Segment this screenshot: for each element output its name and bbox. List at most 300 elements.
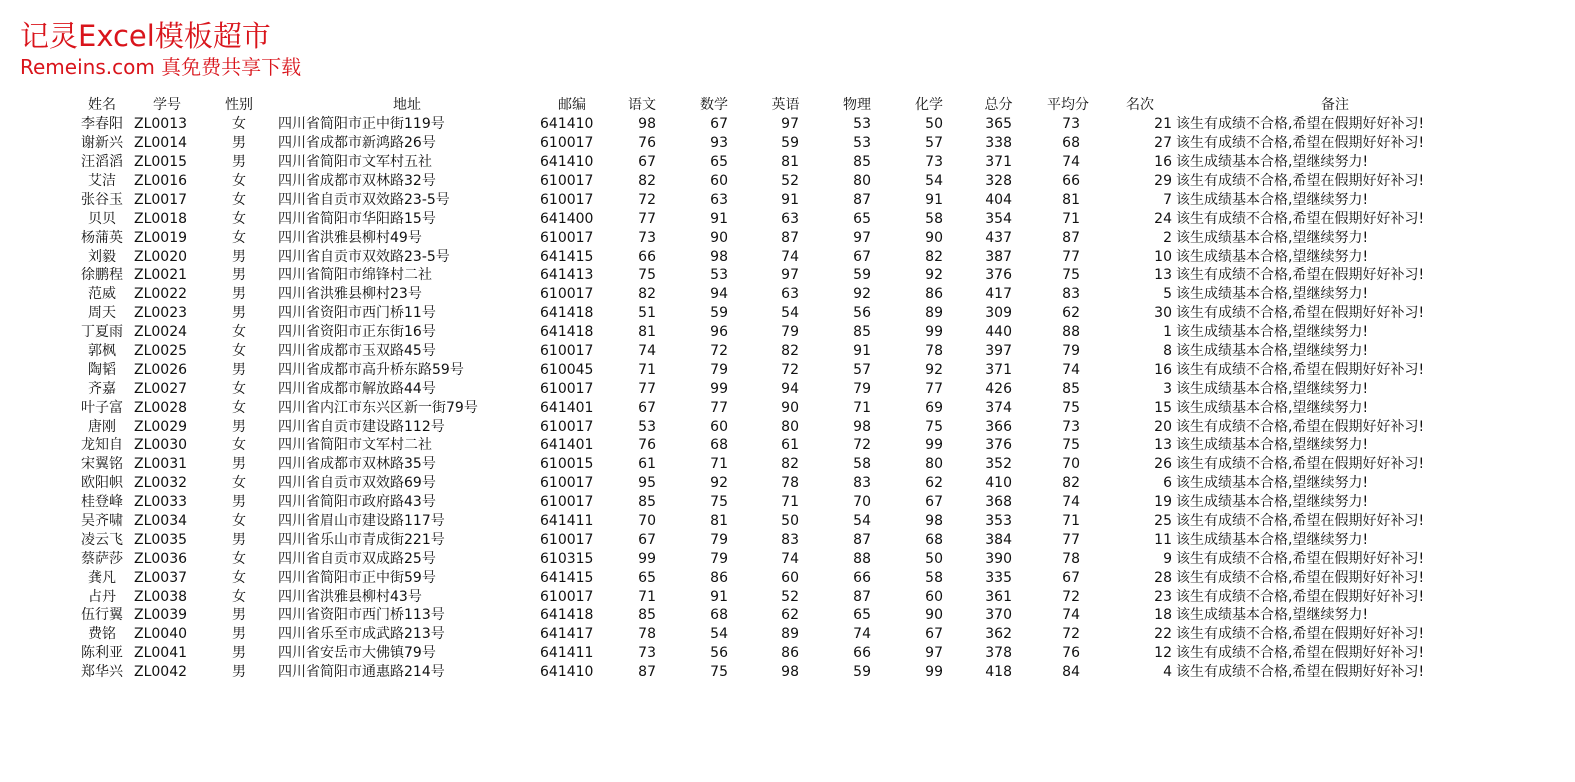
cell-student-id: ZL0017 bbox=[134, 191, 188, 208]
cell-name: 周天 bbox=[88, 305, 116, 322]
table-row bbox=[72, 474, 1494, 493]
cell-english: 82 bbox=[781, 343, 799, 360]
cell-chemistry: 58 bbox=[925, 210, 943, 227]
cell-chemistry: 86 bbox=[925, 286, 943, 303]
cell-student-id: ZL0021 bbox=[134, 267, 188, 284]
cell-postcode: 641411 bbox=[540, 513, 594, 530]
cell-name: 伍行翼 bbox=[81, 607, 123, 624]
cell-physics: 79 bbox=[853, 380, 871, 397]
cell-name: 丁夏雨 bbox=[81, 324, 123, 341]
cell-total: 371 bbox=[985, 154, 1012, 171]
cell-gender: 女 bbox=[232, 324, 246, 341]
cell-name: 齐嘉 bbox=[88, 380, 116, 397]
cell-gender: 男 bbox=[232, 626, 246, 643]
header-postcode: 邮编 bbox=[558, 97, 586, 114]
cell-remark: 该生有成绩不合格,希望在假期好好补习! bbox=[1176, 513, 1425, 530]
cell-english: 71 bbox=[781, 494, 799, 511]
cell-name: 叶子富 bbox=[81, 399, 123, 416]
cell-gender: 男 bbox=[232, 531, 246, 548]
cell-gender: 男 bbox=[232, 494, 246, 511]
cell-postcode: 610017 bbox=[540, 173, 594, 189]
cell-postcode: 610017 bbox=[540, 588, 594, 605]
cell-gender: 女 bbox=[232, 229, 246, 246]
cell-postcode: 641410 bbox=[540, 154, 594, 171]
table-row bbox=[72, 209, 1494, 228]
cell-physics: 87 bbox=[853, 588, 871, 605]
cell-address: 四川省洪雅县柳村23号 bbox=[278, 286, 422, 303]
cell-physics: 65 bbox=[853, 607, 871, 624]
table-row bbox=[72, 134, 1494, 153]
cell-chemistry: 98 bbox=[925, 513, 943, 530]
brand-logo bbox=[20, 18, 301, 80]
cell-name: 龚凡 bbox=[88, 569, 116, 586]
table-row bbox=[72, 115, 1494, 134]
cell-chinese: 75 bbox=[638, 267, 656, 284]
cell-math: 91 bbox=[710, 210, 728, 227]
cell-chemistry: 62 bbox=[925, 475, 943, 492]
cell-physics: 98 bbox=[853, 418, 871, 435]
cell-total: 361 bbox=[985, 588, 1012, 605]
cell-remark: 该生成绩基本合格,望继续努力! bbox=[1176, 154, 1369, 171]
cell-gender: 男 bbox=[232, 361, 246, 378]
cell-postcode: 641400 bbox=[540, 210, 594, 227]
cell-chemistry: 50 bbox=[925, 550, 943, 567]
cell-address: 四川省自贡市双效路23-5号 bbox=[278, 191, 450, 208]
header-rank: 名次 bbox=[1126, 97, 1154, 114]
cell-chemistry: 73 bbox=[925, 154, 943, 171]
cell-gender: 女 bbox=[232, 380, 246, 397]
cell-rank: 8 bbox=[1163, 343, 1172, 360]
cell-physics: 65 bbox=[853, 210, 871, 227]
cell-address: 四川省洪雅县柳村43号 bbox=[278, 588, 422, 605]
cell-rank: 10 bbox=[1154, 248, 1172, 265]
cell-average: 79 bbox=[1062, 343, 1080, 360]
cell-postcode: 610017 bbox=[540, 380, 594, 397]
cell-math: 81 bbox=[710, 513, 728, 530]
cell-name: 蔡萨莎 bbox=[81, 550, 123, 567]
cell-math: 59 bbox=[710, 305, 728, 322]
cell-average: 74 bbox=[1062, 361, 1080, 378]
table-row bbox=[72, 379, 1494, 398]
cell-physics: 56 bbox=[853, 305, 871, 322]
cell-chinese: 82 bbox=[638, 173, 656, 189]
cell-remark: 该生有成绩不合格,希望在假期好好补习! bbox=[1176, 418, 1425, 435]
cell-name: 张谷玉 bbox=[81, 191, 123, 208]
cell-address: 四川省成都市双林路35号 bbox=[278, 456, 436, 473]
cell-average: 62 bbox=[1062, 305, 1080, 322]
cell-math: 96 bbox=[710, 324, 728, 341]
cell-remark: 该生成绩基本合格,望继续努力! bbox=[1176, 248, 1369, 265]
cell-total: 404 bbox=[985, 191, 1012, 208]
cell-rank: 2 bbox=[1163, 229, 1172, 246]
cell-chinese: 53 bbox=[638, 418, 656, 435]
cell-postcode: 610017 bbox=[540, 475, 594, 492]
cell-address: 四川省成都市玉双路45号 bbox=[278, 343, 436, 360]
cell-postcode: 641401 bbox=[540, 399, 594, 416]
cell-address: 四川省乐至市成武路213号 bbox=[278, 626, 445, 643]
cell-chemistry: 67 bbox=[925, 626, 943, 643]
cell-math: 79 bbox=[710, 550, 728, 567]
cell-physics: 59 bbox=[853, 267, 871, 284]
cell-total: 366 bbox=[985, 418, 1012, 435]
cell-postcode: 610017 bbox=[540, 229, 594, 246]
cell-english: 94 bbox=[781, 380, 799, 397]
cell-english: 74 bbox=[781, 248, 799, 265]
header-chinese: 语文 bbox=[628, 97, 656, 114]
cell-address: 四川省自贡市双效路69号 bbox=[278, 475, 436, 492]
cell-postcode: 641410 bbox=[540, 664, 594, 681]
cell-math: 94 bbox=[710, 286, 728, 303]
cell-average: 67 bbox=[1062, 569, 1080, 586]
cell-chinese: 76 bbox=[638, 437, 656, 454]
cell-physics: 85 bbox=[853, 324, 871, 341]
cell-postcode: 610017 bbox=[540, 286, 594, 303]
cell-rank: 3 bbox=[1163, 380, 1172, 397]
cell-total: 371 bbox=[985, 361, 1012, 378]
cell-average: 71 bbox=[1062, 210, 1080, 227]
cell-math: 65 bbox=[710, 154, 728, 171]
cell-english: 86 bbox=[781, 645, 799, 662]
cell-chinese: 51 bbox=[638, 305, 656, 322]
cell-address: 四川省乐山市青成街221号 bbox=[278, 531, 445, 548]
cell-total: 387 bbox=[985, 248, 1012, 265]
table-row bbox=[72, 663, 1494, 682]
cell-rank: 29 bbox=[1154, 173, 1172, 189]
cell-remark: 该生有成绩不合格,希望在假期好好补习! bbox=[1176, 588, 1425, 605]
cell-english: 72 bbox=[781, 361, 799, 378]
cell-postcode: 641415 bbox=[540, 569, 594, 586]
cell-chinese: 85 bbox=[638, 607, 656, 624]
cell-gender: 男 bbox=[232, 135, 246, 152]
cell-physics: 72 bbox=[853, 437, 871, 454]
cell-chemistry: 68 bbox=[925, 531, 943, 548]
cell-chinese: 98 bbox=[638, 116, 656, 133]
cell-average: 75 bbox=[1062, 399, 1080, 416]
cell-english: 78 bbox=[781, 475, 799, 492]
cell-remark: 该生成绩基本合格,望继续努力! bbox=[1176, 191, 1369, 208]
cell-chemistry: 82 bbox=[925, 248, 943, 265]
cell-average: 81 bbox=[1062, 191, 1080, 208]
cell-rank: 30 bbox=[1154, 305, 1172, 322]
cell-address: 四川省简阳市文军村二社 bbox=[278, 437, 432, 454]
cell-physics: 87 bbox=[853, 191, 871, 208]
cell-total: 410 bbox=[985, 475, 1012, 492]
cell-student-id: ZL0020 bbox=[134, 248, 188, 265]
cell-gender: 女 bbox=[232, 173, 246, 189]
cell-gender: 女 bbox=[232, 116, 246, 133]
cell-gender: 女 bbox=[232, 475, 246, 492]
cell-average: 75 bbox=[1062, 267, 1080, 284]
cell-student-id: ZL0018 bbox=[134, 210, 188, 227]
table-row bbox=[72, 323, 1494, 342]
cell-address: 四川省简阳市通惠路214号 bbox=[278, 664, 445, 681]
cell-rank: 21 bbox=[1154, 116, 1172, 133]
table-row bbox=[72, 625, 1494, 644]
cell-average: 85 bbox=[1062, 380, 1080, 397]
cell-math: 77 bbox=[710, 399, 728, 416]
table-row bbox=[72, 587, 1494, 606]
cell-chemistry: 89 bbox=[925, 305, 943, 322]
cell-rank: 19 bbox=[1154, 494, 1172, 511]
cell-remark: 该生成绩基本合格,望继续努力! bbox=[1176, 380, 1369, 397]
cell-chemistry: 78 bbox=[925, 343, 943, 360]
table-row bbox=[72, 417, 1494, 436]
cell-address: 四川省简阳市政府路43号 bbox=[278, 494, 436, 511]
cell-name: 郑华兴 bbox=[81, 664, 123, 681]
cell-average: 82 bbox=[1062, 475, 1080, 492]
cell-name: 艾洁 bbox=[88, 173, 116, 189]
table-row bbox=[72, 153, 1494, 172]
cell-chinese: 77 bbox=[638, 380, 656, 397]
cell-english: 62 bbox=[781, 607, 799, 624]
cell-english: 50 bbox=[781, 513, 799, 530]
cell-student-id: ZL0028 bbox=[134, 399, 188, 416]
cell-postcode: 610017 bbox=[540, 531, 594, 548]
cell-math: 92 bbox=[710, 475, 728, 492]
cell-postcode: 641417 bbox=[540, 626, 594, 643]
cell-rank: 5 bbox=[1163, 286, 1172, 303]
cell-student-id: ZL0013 bbox=[134, 116, 188, 133]
header-gender: 性别 bbox=[225, 97, 253, 114]
cell-physics: 80 bbox=[853, 173, 871, 189]
cell-remark: 该生有成绩不合格,希望在假期好好补习! bbox=[1176, 550, 1425, 567]
cell-chinese: 82 bbox=[638, 286, 656, 303]
cell-average: 71 bbox=[1062, 513, 1080, 530]
cell-student-id: ZL0033 bbox=[134, 494, 188, 511]
cell-remark: 该生有成绩不合格,希望在假期好好补习! bbox=[1176, 135, 1425, 152]
cell-physics: 71 bbox=[853, 399, 871, 416]
cell-address: 四川省简阳市华阳路15号 bbox=[278, 210, 436, 227]
cell-total: 370 bbox=[985, 607, 1012, 624]
cell-total: 362 bbox=[985, 626, 1012, 643]
cell-name: 杨蒲英 bbox=[81, 229, 123, 246]
cell-student-id: ZL0026 bbox=[134, 361, 188, 378]
cell-total: 437 bbox=[985, 229, 1012, 246]
cell-chemistry: 69 bbox=[925, 399, 943, 416]
cell-remark: 该生有成绩不合格,希望在假期好好补习! bbox=[1176, 267, 1425, 284]
cell-chinese: 78 bbox=[638, 626, 656, 643]
cell-remark: 该生有成绩不合格,希望在假期好好补习! bbox=[1176, 626, 1425, 643]
cell-remark: 该生成绩基本合格,望继续努力! bbox=[1176, 286, 1369, 303]
cell-remark: 该生成绩基本合格,望继续努力! bbox=[1176, 475, 1369, 492]
cell-name: 龙知自 bbox=[81, 437, 123, 454]
cell-chemistry: 80 bbox=[925, 456, 943, 473]
cell-total: 426 bbox=[985, 380, 1012, 397]
cell-physics: 91 bbox=[853, 343, 871, 360]
cell-remark: 该生有成绩不合格,希望在假期好好补习! bbox=[1176, 645, 1425, 662]
cell-address: 四川省资阳市西门桥11号 bbox=[278, 305, 436, 322]
cell-chemistry: 97 bbox=[925, 645, 943, 662]
cell-chinese: 85 bbox=[638, 494, 656, 511]
cell-name: 欧阳帜 bbox=[81, 475, 123, 492]
cell-address: 四川省眉山市建设路117号 bbox=[278, 513, 445, 530]
cell-remark: 该生成绩基本合格,望继续努力! bbox=[1176, 437, 1369, 454]
cell-chemistry: 77 bbox=[925, 380, 943, 397]
cell-rank: 16 bbox=[1154, 154, 1172, 171]
cell-name: 李春阳 bbox=[81, 116, 123, 133]
cell-chinese: 73 bbox=[638, 229, 656, 246]
cell-physics: 66 bbox=[853, 645, 871, 662]
cell-rank: 11 bbox=[1154, 531, 1172, 548]
table-row bbox=[72, 247, 1494, 266]
cell-student-id: ZL0037 bbox=[134, 569, 188, 586]
cell-gender: 男 bbox=[232, 248, 246, 265]
cell-postcode: 610017 bbox=[540, 343, 594, 360]
cell-math: 98 bbox=[710, 248, 728, 265]
cell-rank: 9 bbox=[1163, 550, 1172, 567]
cell-total: 354 bbox=[985, 210, 1012, 227]
cell-math: 56 bbox=[710, 645, 728, 662]
cell-remark: 该生成绩基本合格,望继续努力! bbox=[1176, 494, 1369, 511]
cell-average: 73 bbox=[1062, 116, 1080, 133]
cell-physics: 67 bbox=[853, 248, 871, 265]
cell-student-id: ZL0039 bbox=[134, 607, 188, 624]
cell-rank: 24 bbox=[1154, 210, 1172, 227]
cell-rank: 26 bbox=[1154, 456, 1172, 473]
table-row bbox=[72, 266, 1494, 285]
cell-postcode: 610017 bbox=[540, 135, 594, 152]
cell-english: 87 bbox=[781, 229, 799, 246]
cell-chinese: 77 bbox=[638, 210, 656, 227]
cell-math: 60 bbox=[710, 418, 728, 435]
cell-address: 四川省安岳市大佛镇79号 bbox=[278, 645, 436, 662]
cell-postcode: 641415 bbox=[540, 248, 594, 265]
cell-postcode: 610017 bbox=[540, 191, 594, 208]
cell-address: 四川省成都市双林路32号 bbox=[278, 173, 436, 189]
cell-name: 陶韬 bbox=[88, 361, 116, 378]
cell-english: 81 bbox=[781, 154, 799, 171]
cell-math: 90 bbox=[710, 229, 728, 246]
cell-rank: 27 bbox=[1154, 135, 1172, 152]
table-row bbox=[72, 228, 1494, 247]
cell-rank: 18 bbox=[1154, 607, 1172, 624]
cell-math: 68 bbox=[710, 607, 728, 624]
cell-rank: 13 bbox=[1154, 437, 1172, 454]
cell-rank: 20 bbox=[1154, 418, 1172, 435]
cell-remark: 该生有成绩不合格,希望在假期好好补习! bbox=[1176, 664, 1425, 681]
cell-address: 四川省自贡市建设路112号 bbox=[278, 418, 445, 435]
cell-chinese: 87 bbox=[638, 664, 656, 681]
cell-chemistry: 91 bbox=[925, 191, 943, 208]
cell-math: 79 bbox=[710, 531, 728, 548]
cell-chinese: 66 bbox=[638, 248, 656, 265]
cell-physics: 66 bbox=[853, 569, 871, 586]
header-physics: 物理 bbox=[843, 97, 871, 114]
cell-rank: 6 bbox=[1163, 475, 1172, 492]
cell-address: 四川省简阳市正中街59号 bbox=[278, 569, 436, 586]
cell-physics: 53 bbox=[853, 135, 871, 152]
cell-english: 98 bbox=[781, 664, 799, 681]
header-chemistry: 化学 bbox=[915, 97, 943, 114]
cell-chinese: 71 bbox=[638, 361, 656, 378]
cell-average: 83 bbox=[1062, 286, 1080, 303]
cell-total: 384 bbox=[985, 531, 1012, 548]
table-row bbox=[72, 530, 1494, 549]
cell-student-id: ZL0035 bbox=[134, 531, 188, 548]
cell-average: 84 bbox=[1062, 664, 1080, 681]
cell-gender: 女 bbox=[232, 437, 246, 454]
cell-average: 75 bbox=[1062, 437, 1080, 454]
cell-physics: 74 bbox=[853, 626, 871, 643]
cell-name: 费铭 bbox=[88, 626, 116, 643]
header-average: 平均分 bbox=[1047, 97, 1089, 114]
cell-remark: 该生成绩基本合格,望继续努力! bbox=[1176, 324, 1369, 341]
cell-total: 368 bbox=[985, 494, 1012, 511]
cell-name: 徐鹏程 bbox=[81, 267, 123, 284]
cell-address: 四川省资阳市正东街16号 bbox=[278, 324, 436, 341]
cell-chemistry: 99 bbox=[925, 437, 943, 454]
cell-remark: 该生有成绩不合格,希望在假期好好补习! bbox=[1176, 361, 1425, 378]
cell-gender: 男 bbox=[232, 456, 246, 473]
header-remark: 备注 bbox=[1321, 97, 1349, 114]
brand-subtitle: Remeins.com 真免费共享下载 bbox=[20, 55, 302, 79]
cell-student-id: ZL0036 bbox=[134, 550, 188, 567]
cell-average: 68 bbox=[1062, 135, 1080, 152]
header-student-id: 学号 bbox=[153, 97, 181, 114]
cell-gender: 女 bbox=[232, 569, 246, 586]
cell-name: 宋翼铭 bbox=[81, 456, 123, 473]
cell-remark: 该生有成绩不合格,希望在假期好好补习! bbox=[1176, 569, 1425, 586]
cell-average: 77 bbox=[1062, 248, 1080, 265]
cell-remark: 该生有成绩不合格,希望在假期好好补习! bbox=[1176, 305, 1425, 322]
cell-physics: 53 bbox=[853, 116, 871, 133]
cell-english: 61 bbox=[781, 437, 799, 454]
cell-name: 郭枫 bbox=[88, 343, 116, 360]
cell-postcode: 610045 bbox=[540, 361, 594, 378]
cell-physics: 57 bbox=[853, 361, 871, 378]
cell-math: 93 bbox=[710, 135, 728, 152]
header-name: 姓名 bbox=[88, 97, 116, 114]
table-row bbox=[72, 493, 1494, 512]
cell-student-id: ZL0042 bbox=[134, 664, 188, 681]
cell-physics: 92 bbox=[853, 286, 871, 303]
cell-student-id: ZL0034 bbox=[134, 513, 188, 530]
cell-total: 418 bbox=[985, 664, 1012, 681]
cell-average: 66 bbox=[1062, 173, 1080, 189]
cell-physics: 85 bbox=[853, 154, 871, 171]
cell-chinese: 73 bbox=[638, 645, 656, 662]
table-row bbox=[72, 342, 1494, 361]
cell-address: 四川省资阳市西门桥113号 bbox=[278, 607, 445, 624]
cell-rank: 22 bbox=[1154, 626, 1172, 643]
header-row bbox=[72, 96, 1494, 115]
cell-remark: 该生有成绩不合格,希望在假期好好补习! bbox=[1176, 456, 1425, 473]
cell-total: 328 bbox=[985, 173, 1012, 189]
cell-student-id: ZL0038 bbox=[134, 588, 188, 605]
cell-total: 440 bbox=[985, 324, 1012, 341]
score-table bbox=[72, 96, 1494, 682]
cell-total: 352 bbox=[985, 456, 1012, 473]
cell-math: 54 bbox=[710, 626, 728, 643]
cell-remark: 该生有成绩不合格,希望在假期好好补习! bbox=[1176, 210, 1425, 227]
cell-student-id: ZL0030 bbox=[134, 437, 188, 454]
cell-chemistry: 90 bbox=[925, 229, 943, 246]
table-row bbox=[72, 360, 1494, 379]
cell-english: 52 bbox=[781, 173, 799, 189]
cell-physics: 54 bbox=[853, 513, 871, 530]
cell-student-id: ZL0032 bbox=[134, 475, 188, 492]
cell-name: 唐刚 bbox=[88, 418, 116, 435]
cell-address: 四川省简阳市正中街119号 bbox=[278, 116, 445, 133]
cell-rank: 4 bbox=[1163, 664, 1172, 681]
cell-name: 桂登峰 bbox=[81, 494, 123, 511]
cell-student-id: ZL0031 bbox=[134, 456, 188, 473]
cell-average: 78 bbox=[1062, 550, 1080, 567]
cell-gender: 女 bbox=[232, 399, 246, 416]
cell-average: 77 bbox=[1062, 531, 1080, 548]
cell-name: 贝贝 bbox=[88, 210, 116, 227]
header-english: 英语 bbox=[771, 97, 800, 114]
